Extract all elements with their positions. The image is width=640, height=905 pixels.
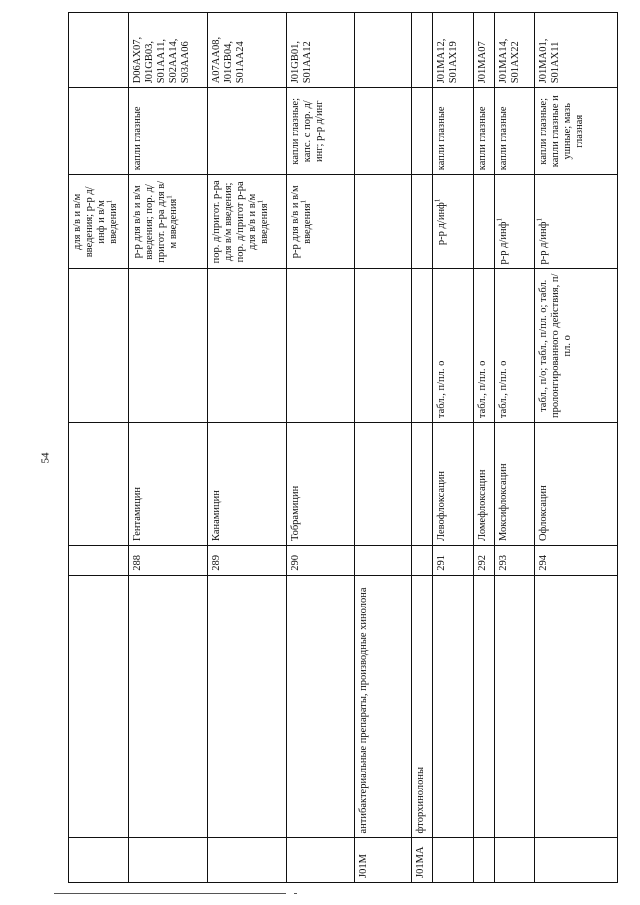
oral-form-cell: табл., п/пл. о [432,269,474,423]
parenteral-form-cell: для в/в и в/м введения; р-р д/инф и в/м введения$^1$ [69,175,129,269]
table-row [411,13,432,883]
scan-artifact-line [54,893,286,894]
atc-code-cell: J01MA [411,838,432,883]
group-cell: фторхинолоны [411,575,432,838]
atc-code-cell [495,838,534,883]
group-cell [69,575,129,838]
group-cell [208,575,287,838]
table-row [69,13,129,883]
number-cell: 292 [474,546,495,576]
drug-name-cell [411,423,432,546]
atc-other-cell [69,13,129,88]
table-row [287,13,355,883]
local-form-cell: капли глазные; капс. с пор. д/инг; р-р д/инг [287,88,355,175]
number-cell: 293 [495,546,534,576]
atc-code-cell: J01M [354,838,411,883]
oral-form-cell: табл., п/пл. о [474,269,495,423]
atc-code-cell [287,838,355,883]
local-form-cell [69,88,129,175]
group-cell [495,575,534,838]
parenteral-form-cell: р-р д/инф$^1$ [495,175,534,269]
oral-form-cell [354,269,411,423]
oral-form-cell: табл., п/о; табл., п/пл. о; табл. пролонгированного действия, п/пл. о [534,269,617,423]
local-form-cell [411,88,432,175]
parenteral-form-cell: р-р для в/в и в/м введения$^1$ [287,175,355,269]
oral-form-cell [208,269,287,423]
number-cell: 290 [287,546,355,576]
atc-other-cell [354,13,411,88]
drug-name-cell [69,423,129,546]
number-cell [354,546,411,576]
scan-artifact-dot [294,893,297,894]
oral-form-cell [69,269,129,423]
oral-form-cell [287,269,355,423]
drug-name-cell: Канамицин [208,423,287,546]
parenteral-form-cell [354,175,411,269]
atc-other-cell: J01MA07 [474,13,495,88]
number-cell [69,546,129,576]
local-form-cell: капли глазные [495,88,534,175]
rotated-table-wrapper [68,12,618,883]
local-form-cell: капли глазные; капли глазные и ушные; мазь глазная [534,88,617,175]
number-cell: 289 [208,546,287,576]
drug-name-cell: Гентамицин [129,423,208,546]
atc-code-cell [69,838,129,883]
group-cell [534,575,617,838]
number-cell [411,546,432,576]
table-row [208,13,287,883]
atc-other-cell [411,13,432,88]
table-row [432,13,474,883]
drug-table [68,12,618,883]
drug-name-cell: Ломефлоксацин [474,423,495,546]
parenteral-form-cell: р-р д/инф$^1$ [534,175,617,269]
table-row [495,13,534,883]
oral-form-cell [411,269,432,423]
local-form-cell: капли глазные [129,88,208,175]
parenteral-form-cell: р-р для в/в и в/м введения; пор. д/пригот. р-ра для в/м введения$^1$ [129,175,208,269]
table-row [354,13,411,883]
atc-other-cell: J01GB01, S01AA12 [287,13,355,88]
atc-code-cell [208,838,287,883]
drug-name-cell: Офлоксацин [534,423,617,546]
local-form-cell: капли глазные [474,88,495,175]
group-cell [287,575,355,838]
parenteral-form-cell [474,175,495,269]
table-row [129,13,208,883]
drug-name-cell: Левофлоксацин [432,423,474,546]
atc-other-cell: J01MA01, S01AX11 [534,13,617,88]
local-form-cell: капли глазные [432,88,474,175]
group-cell [129,575,208,838]
number-cell: 288 [129,546,208,576]
drug-name-cell: Моксифлоксацин [495,423,534,546]
table-row [534,13,617,883]
atc-other-cell: A07AA08, J01GB04, S01AA24 [208,13,287,88]
parenteral-form-cell: р-р д/инф$^1$ [432,175,474,269]
oral-form-cell [129,269,208,423]
page-number: 54 [39,452,52,464]
group-cell [474,575,495,838]
group-cell: антибактериальные препараты, производные хинолона [354,575,411,838]
atc-code-cell [129,838,208,883]
parenteral-form-cell: пор. д/пригот. р-ра для в/м введения; пор. д/пригот р-ра для в/в и в/м введения$^1$ [208,175,287,269]
oral-form-cell: табл., п/пл. о [495,269,534,423]
number-cell: 291 [432,546,474,576]
parenteral-form-cell [411,175,432,269]
atc-code-cell [534,838,617,883]
number-cell: 294 [534,546,617,576]
drug-name-cell: Тобрамицин [287,423,355,546]
atc-code-cell [432,838,474,883]
local-form-cell [354,88,411,175]
atc-code-cell [474,838,495,883]
table-row [474,13,495,883]
local-form-cell [208,88,287,175]
group-cell [432,575,474,838]
atc-other-cell: J01MA14, S01AX22 [495,13,534,88]
atc-other-cell: D06AX07, J01GB03, S01AA11, S02AA14, S03AA06 [129,13,208,88]
drug-name-cell [354,423,411,546]
atc-other-cell: J01MA12, S01AX19 [432,13,474,88]
